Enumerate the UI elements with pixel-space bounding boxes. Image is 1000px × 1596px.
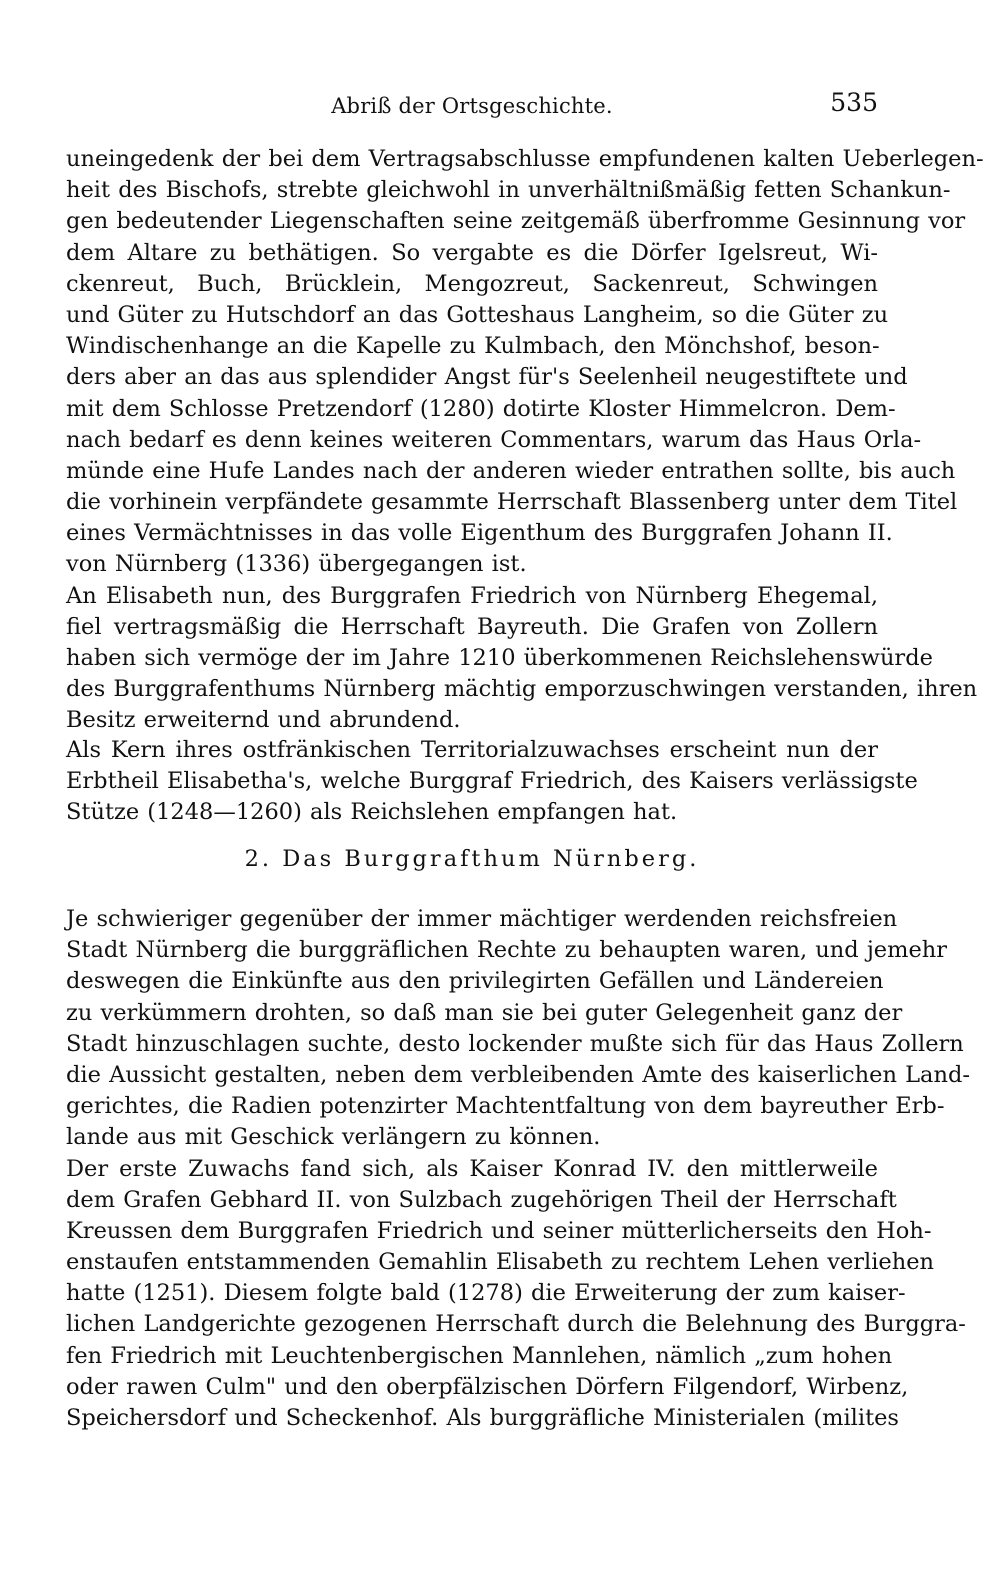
page-number: 535 — [830, 88, 878, 117]
text-line: oder rawen Culm" und den oberpfälzischen Dörfern Filgendorf, Wirbenz, — [66, 1373, 909, 1400]
text-line: deswegen die Einkünfte aus den privilegirten Gefällen und Ländereien — [66, 968, 884, 995]
text-line: Besitz erweiternd und abrundend. — [66, 707, 461, 734]
text-line: fiel vertragsmäßig die Herrschaft Bayreuth. Die Grafen von Zollern — [66, 613, 878, 640]
text-line: dem Grafen Gebhard II. von Sulzbach zugehörigen Theil der Herrschaft — [66, 1186, 897, 1213]
text-line: und Güter zu Hutschdorf an das Gotteshaus Langheim, so die Güter zu — [66, 301, 889, 328]
text-line: eines Vermächtnisses in das volle Eigenthum des Burggrafen Johann II. — [66, 520, 893, 547]
text-line: Erbtheil Elisabetha's, welche Burggraf Friedrich, des Kaisers verlässigste — [66, 768, 918, 795]
text-line: ckenreut, Buch, Brücklein, Mengozreut, Sackenreut, Schwingen — [66, 270, 878, 297]
text-line: gen bedeutender Liegenschaften seine zeitgemäß überfromme Gesinnung vor — [66, 208, 966, 235]
paragraph-block-b — [66, 735, 918, 829]
text-line: die vorhinein verpfändete gesammte Herrschaft Blassenberg unter dem Titel — [66, 489, 958, 516]
text-line: nach bedarf es denn keines weiteren Commentars, warum das Haus Orla- — [66, 426, 922, 453]
text-line: Je schwieriger gegenüber der immer mächtiger werdenden reichsfreien — [66, 906, 898, 932]
text-line: Als Kern ihres ostfränkischen Territorialzuwachses erscheint nun der — [66, 737, 878, 763]
text-line: enstaufen entstammenden Gemahlin Elisabeth zu rechtem Lehen verliehen — [66, 1249, 935, 1276]
text-line: mit dem Schlosse Pretzendorf (1280) dotirte Kloster Himmelcron. Dem- — [66, 395, 896, 422]
text-line: des Burggrafenthums Nürnberg mächtig emporzuschwingen verstanden, ihren — [66, 676, 978, 703]
text-line: lichen Landgerichte gezogenen Herrschaft durch die Belehnung des Burggra- — [66, 1311, 966, 1338]
text-line: fen Friedrich mit Leuchtenbergischen Mannlehen, nämlich „zum hohen — [66, 1342, 893, 1369]
text-line: von Nürnberg (1336) übergegangen ist. — [66, 551, 527, 578]
text-line: hatte (1251). Diesem folgte bald (1278) die Erweiterung der zum kaiser- — [66, 1280, 906, 1307]
text-line: Windischenhange an die Kapelle zu Kulmbach, den Mönchshof, beson- — [66, 333, 880, 360]
text-line: dem Altare zu bethätigen. So vergabte es die Dörfer Igelsreut, Wi- — [66, 239, 878, 266]
text-line: Speichersdorf und Scheckenhof. Als burggräfliche Ministerialen (milites — [66, 1405, 899, 1431]
text-line: zu verkümmern drohten, so daß man sie bei guter Gelegenheit ganz der — [66, 999, 903, 1026]
text-line: Der erste Zuwachs fand sich, als Kaiser Konrad IV. den mittlerweile — [66, 1155, 878, 1182]
text-line: gerichtes, die Radien potenzirter Machtentfaltung von dem bayreuther Erb- — [66, 1093, 945, 1120]
paragraph-block-c — [66, 904, 970, 1434]
text-line: haben sich vermöge der im Jahre 1210 überkommenen Reichslehenswürde — [66, 645, 933, 671]
running-head — [66, 88, 878, 128]
text-line: ders aber an das aus splendider Angst für's Seelenheil neugestiftete und — [66, 364, 908, 391]
text-line: münde eine Hufe Landes nach der anderen wieder entrathen sollte, bis auch — [66, 457, 956, 484]
running-title: Abriß der Ortsgeschichte. — [331, 94, 613, 118]
text-line: lande aus mit Geschick verlängern zu können. — [66, 1124, 601, 1151]
paragraph-block-a — [66, 144, 984, 737]
text-line: heit des Bischofs, strebte gleichwohl in unverhältnißmäßig fetten Schankun- — [66, 177, 951, 204]
text-line: An Elisabeth nun, des Burggrafen Friedrich von Nürnberg Ehegemal, — [66, 582, 878, 609]
text-line: die Aussicht gestalten, neben dem verbleibenden Amte des kaiserlichen Land- — [66, 1061, 970, 1088]
text-line: uneingedenk der bei dem Vertragsabschlusse empfundenen kalten Ueberlegen- — [66, 146, 984, 172]
text-line: Stadt hinzuschlagen suchte, desto lockender mußte sich für das Haus Zollern — [66, 1030, 964, 1057]
section-heading: 2. Das Burggrafthum Nürnberg. — [244, 846, 700, 872]
text-line: Stadt Nürnberg die burggräflichen Rechte zu behaupten waren, und jemehr — [66, 937, 948, 964]
text-line: Stütze (1248—1260) als Reichslehen empfangen hat. — [66, 799, 678, 826]
text-line: Kreussen dem Burggrafen Friedrich und seiner mütterlicherseits den Hoh- — [66, 1217, 932, 1244]
